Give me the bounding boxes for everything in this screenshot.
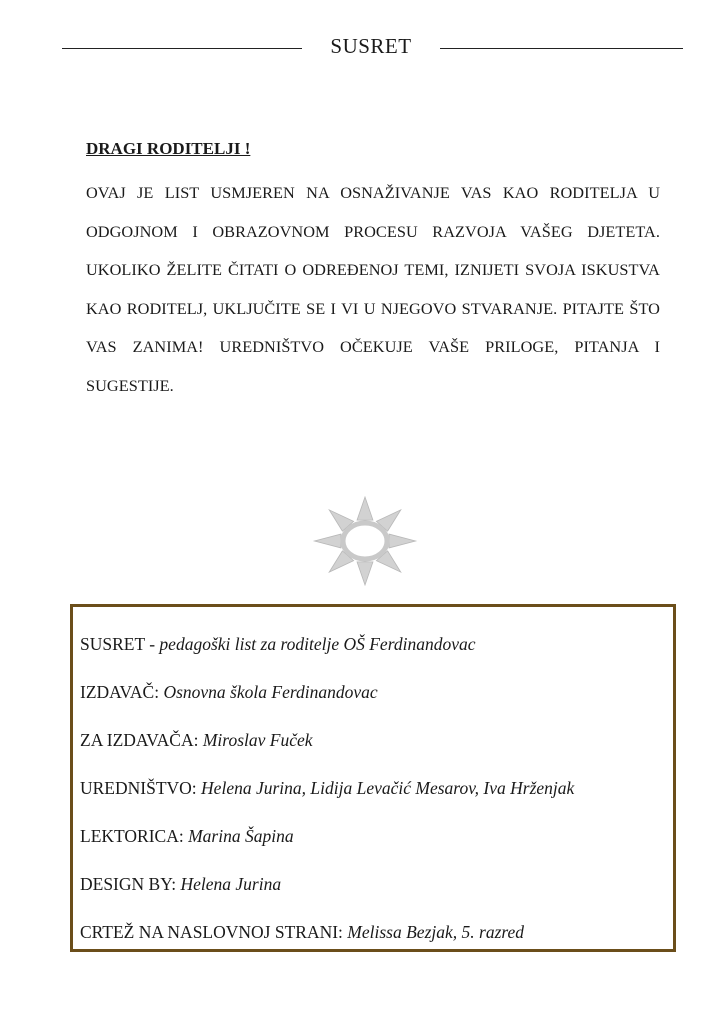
- credit-line-editorial: [80, 778, 574, 799]
- page-header: [0, 30, 713, 66]
- credit-label: UREDNIŠTVO:: [80, 778, 202, 798]
- sun-ray: [357, 497, 373, 520]
- credit-label: CRTEŽ NA NASLOVNOJ STRANI:: [80, 922, 348, 942]
- credit-value: Helena Jurina, Lidija Levačić Mesarov, Iva Hrženjak: [201, 778, 575, 798]
- credits-box: [70, 604, 676, 952]
- sun-ray: [357, 562, 373, 585]
- credit-label: IZDAVAČ:: [80, 682, 164, 702]
- header-rule-left: [62, 48, 302, 49]
- intro-paragraph: OVAJ JE LIST USMJEREN NA OSNAŽIVANJE VAS KAO RODITELJA U ODGOJNOM I OBRAZOVNOM PROCESU RAZVOJA VAŠEG DJETETA. UKOLIKO ŽELITE ČITATI O ODREĐENOJ TEMI, IZNIJETI SVOJA ISKUSTVA KAO RODITELJ, UKLJUČITE SE I VI U NJEGOVO STVARANJE. PITAJTE ŠTO VAS ZANIMA! UREDNIŠTVO OČEKUJE VAŠE PRILOGE, PITANJA I SUGESTIJE.: [86, 183, 660, 395]
- sun-ray: [389, 534, 416, 548]
- credit-line-proofreader: [80, 826, 294, 847]
- credit-label: SUSRET -: [80, 634, 160, 654]
- sun-icon: [310, 496, 420, 586]
- greeting-heading: DRAGI RODITELJI !: [86, 139, 251, 158]
- credit-label: DESIGN BY:: [80, 874, 181, 894]
- sun-ray: [314, 534, 341, 548]
- credit-label: LEKTORICA:: [80, 826, 189, 846]
- credit-value: Helena Jurina: [180, 874, 282, 894]
- credit-line-cover-drawing: [80, 922, 524, 943]
- credit-line-design: [80, 874, 281, 895]
- credit-line-publisher: [80, 682, 378, 703]
- credit-value: Miroslav Fuček: [202, 730, 313, 750]
- credit-value: Melissa Bezjak, 5. razred: [347, 922, 525, 942]
- header-rule-right: [440, 48, 683, 49]
- credit-value: Marina Šapina: [188, 826, 294, 846]
- page-title: SUSRET: [330, 34, 412, 58]
- credit-label: ZA IZDAVAČA:: [80, 730, 203, 750]
- credit-value: pedagoški list za roditelje OŠ Ferdinandovac: [159, 634, 476, 654]
- credit-line-for-publisher: [80, 730, 313, 751]
- credit-value: Osnovna škola Ferdinandovac: [163, 682, 378, 702]
- credit-line-publication: [80, 634, 476, 655]
